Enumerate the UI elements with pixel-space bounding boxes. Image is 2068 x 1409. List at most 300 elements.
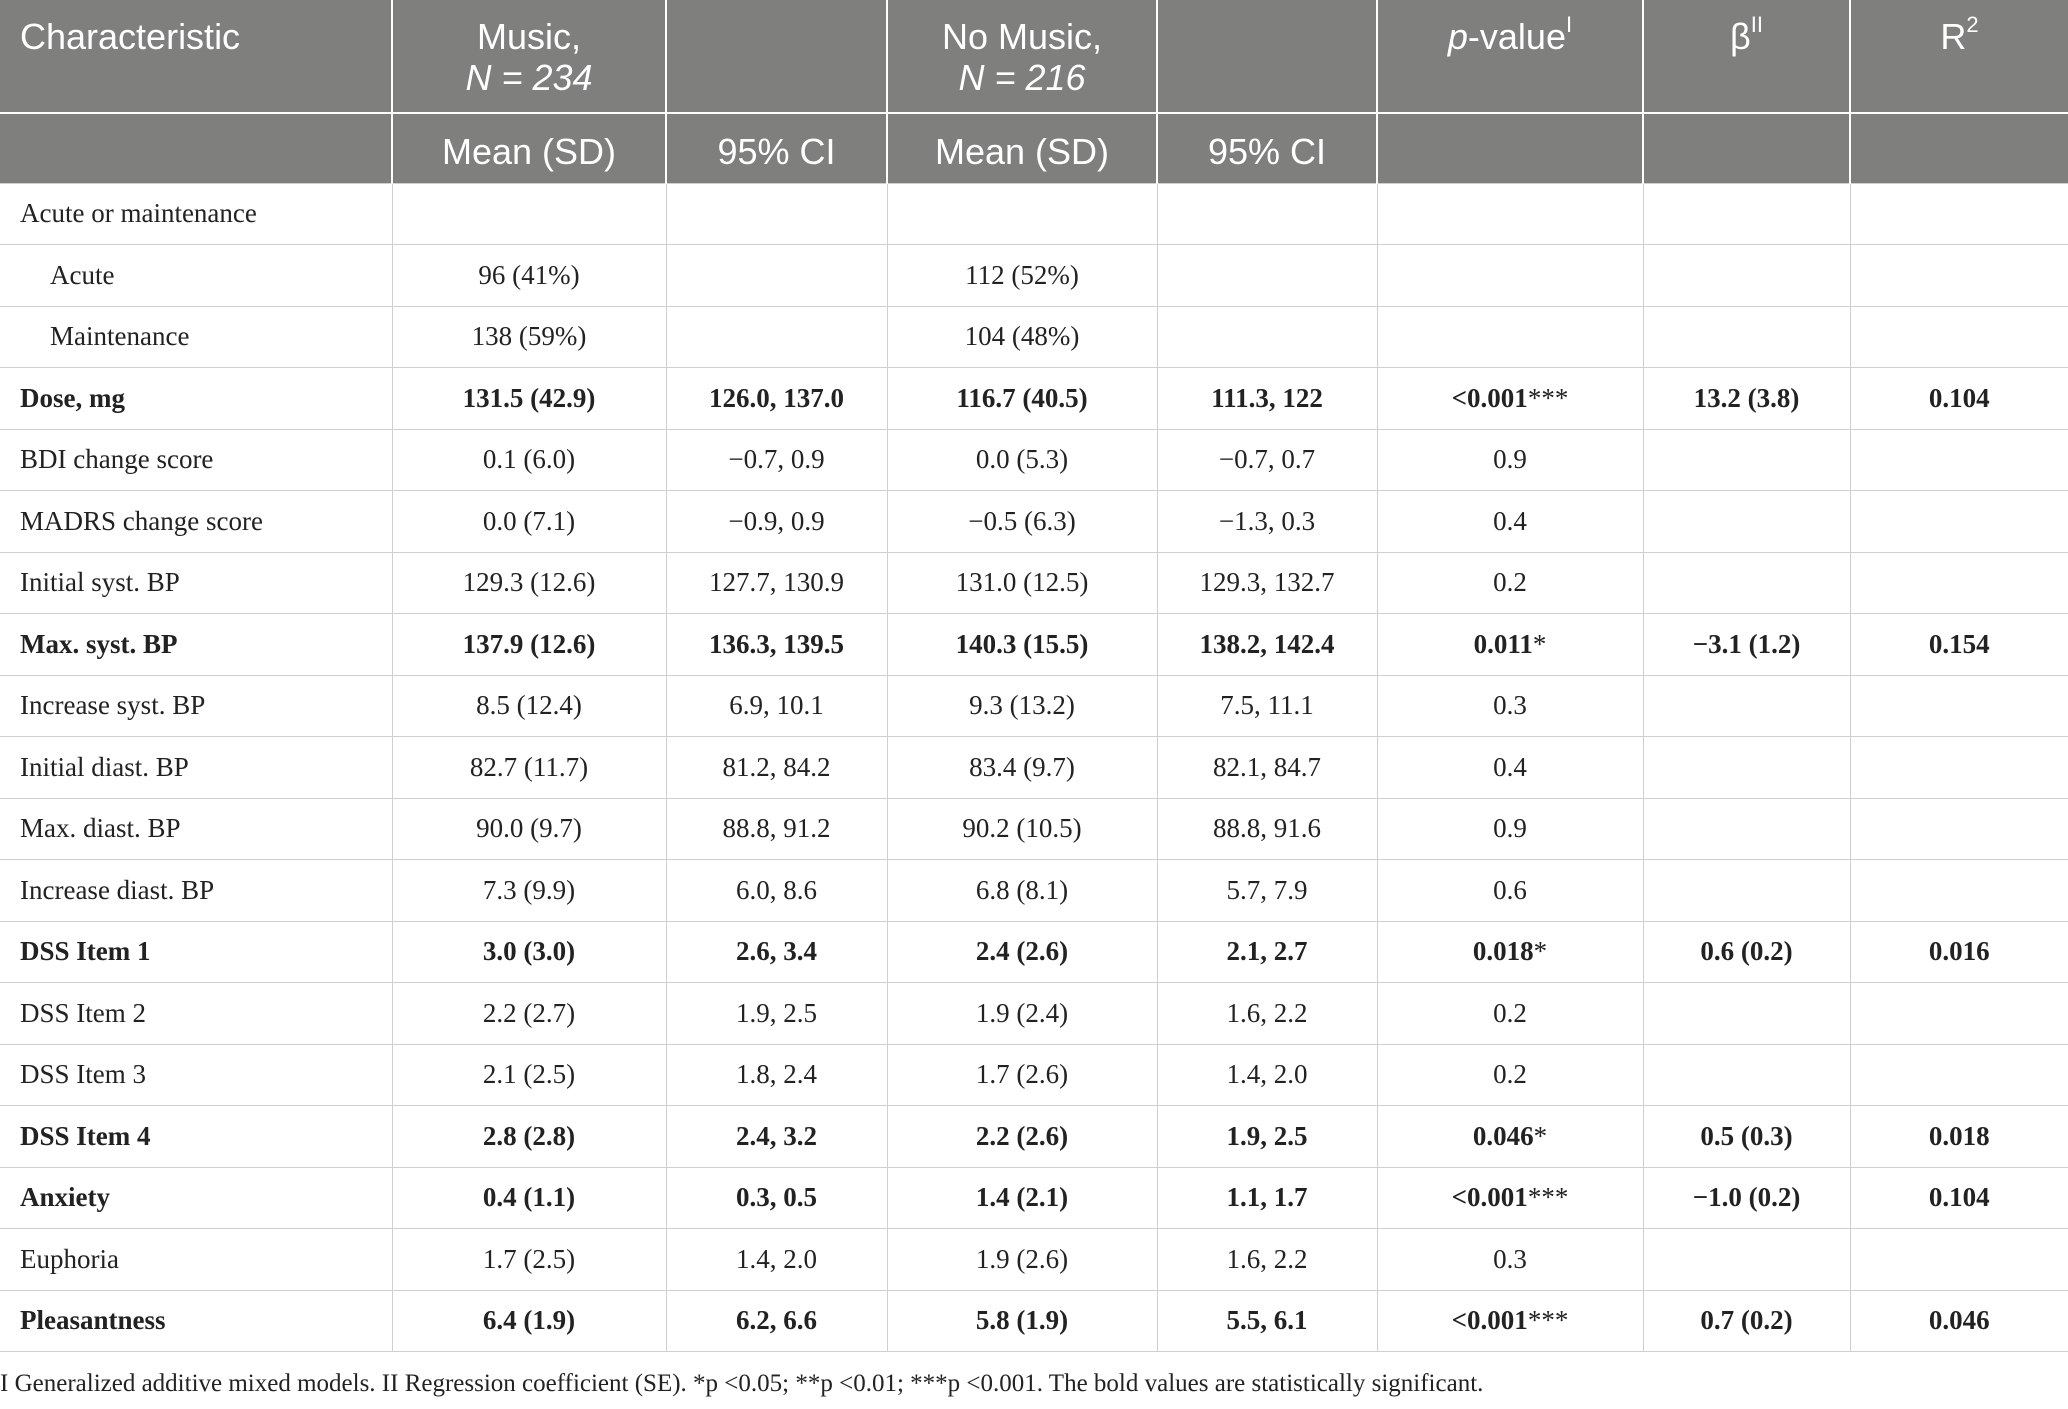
row-label <box>0 491 392 553</box>
music-mean-sd <box>392 798 666 860</box>
music-ci <box>666 491 887 553</box>
nomusic-mean-sd-text: 1.4 (2.1) <box>975 1182 1069 1213</box>
nomusic-mean-sd <box>887 737 1157 799</box>
beta <box>1643 552 1850 614</box>
nomusic-mean-sd-text: 0.0 (5.3) <box>975 444 1069 475</box>
music-ci <box>666 614 887 676</box>
music-ci-text: 1.4, 2.0 <box>736 1243 817 1274</box>
music-mean-sd <box>392 306 666 368</box>
music-ci-text: 136.3, 139.5 <box>709 628 844 659</box>
significance-stars: *** <box>1527 1305 1569 1336</box>
nomusic-mean-sd <box>887 675 1157 737</box>
p-value-text: 0.011 <box>1473 628 1533 659</box>
row-label <box>0 921 392 983</box>
p-value <box>1377 675 1643 737</box>
nomusic-mean-sd <box>887 306 1157 368</box>
nomusic-mean-sd <box>887 1106 1157 1168</box>
table-row <box>0 1044 2068 1106</box>
nomusic-ci <box>1157 675 1377 737</box>
row-label-text: Increase syst. BP <box>20 690 206 721</box>
r-squared-text: 0.104 <box>1928 382 1990 413</box>
row-label <box>0 429 392 491</box>
table-row <box>0 1106 2068 1168</box>
nomusic-mean-sd-text: 1.7 (2.6) <box>975 1059 1069 1090</box>
p-value-text: 0.2 <box>1493 1059 1527 1090</box>
music-mean-sd-text: 0.4 (1.1) <box>482 1182 576 1213</box>
music-ci-text: 1.8, 2.4 <box>736 1059 817 1090</box>
p-value-text: <0.001 <box>1451 1182 1528 1213</box>
p-value <box>1377 860 1643 922</box>
music-ci-text: −0.9, 0.9 <box>728 505 825 536</box>
beta <box>1643 1229 1850 1291</box>
p-value <box>1377 491 1643 553</box>
header-nomusic <box>887 0 1157 113</box>
header-music-ci: 95% CI <box>666 113 887 183</box>
nomusic-ci <box>1157 368 1377 430</box>
nomusic-ci <box>1157 1106 1377 1168</box>
nomusic-mean-sd <box>887 983 1157 1045</box>
p-value <box>1377 1167 1643 1229</box>
nomusic-ci <box>1157 306 1377 368</box>
music-ci <box>666 860 887 922</box>
significance-stars: *** <box>1527 382 1569 413</box>
beta <box>1643 921 1850 983</box>
music-mean-sd <box>392 368 666 430</box>
nomusic-ci <box>1157 1167 1377 1229</box>
p-value <box>1377 183 1643 245</box>
music-ci <box>666 798 887 860</box>
p-value-text: 0.9 <box>1493 813 1527 844</box>
header-empty-2 <box>1157 0 1377 113</box>
r-squared-text: 0.018 <box>1928 1120 1990 1151</box>
row-label <box>0 245 392 307</box>
header-r2-symbol: R <box>1940 16 1967 57</box>
table-row <box>0 860 2068 922</box>
music-ci-text: 2.6, 3.4 <box>736 936 817 967</box>
nomusic-mean-sd <box>887 183 1157 245</box>
music-mean-sd <box>392 614 666 676</box>
music-mean-sd-text: 2.8 (2.8) <box>482 1120 576 1151</box>
music-ci <box>666 1044 887 1106</box>
nomusic-ci-text: −0.7, 0.7 <box>1218 444 1316 475</box>
nomusic-mean-sd-text: 83.4 (9.7) <box>969 751 1075 782</box>
p-value-text: 0.4 <box>1493 505 1527 536</box>
music-mean-sd-text: 3.0 (3.0) <box>482 936 576 967</box>
music-mean-sd <box>392 1229 666 1291</box>
p-value <box>1377 1290 1643 1352</box>
table-row <box>0 1229 2068 1291</box>
nomusic-mean-sd <box>887 1290 1157 1352</box>
beta-text: −3.1 (1.2) <box>1692 628 1801 659</box>
nomusic-mean-sd-text: 5.8 (1.9) <box>975 1305 1069 1336</box>
music-ci <box>666 368 887 430</box>
music-mean-sd-text: 0.0 (7.1) <box>482 505 576 536</box>
nomusic-ci <box>1157 1044 1377 1106</box>
music-mean-sd <box>392 737 666 799</box>
nomusic-mean-sd <box>887 1167 1157 1229</box>
p-value <box>1377 429 1643 491</box>
table-row <box>0 1167 2068 1229</box>
nomusic-mean-sd-text: 112 (52%) <box>965 259 1079 290</box>
nomusic-ci-text: −1.3, 0.3 <box>1218 505 1316 536</box>
nomusic-ci-text: 5.7, 7.9 <box>1226 874 1308 905</box>
nomusic-mean-sd <box>887 798 1157 860</box>
header-row-groups <box>0 0 2068 113</box>
music-mean-sd-text: 137.9 (12.6) <box>462 628 596 659</box>
music-ci-text: 6.9, 10.1 <box>729 690 824 721</box>
header-blank-beta <box>1643 113 1850 183</box>
header-beta-sup: II <box>1750 12 1763 37</box>
nomusic-mean-sd <box>887 614 1157 676</box>
music-ci-text: 0.3, 0.5 <box>736 1182 817 1213</box>
row-label-text: Maintenance <box>50 321 190 352</box>
row-label <box>0 798 392 860</box>
nomusic-ci-text: 5.5, 6.1 <box>1226 1305 1308 1336</box>
p-value-text: 0.4 <box>1493 751 1527 782</box>
significance-stars: * <box>1533 936 1548 967</box>
nomusic-ci <box>1157 552 1377 614</box>
music-mean-sd-text: 8.5 (12.4) <box>476 690 582 721</box>
music-mean-sd-text: 82.7 (11.7) <box>469 751 589 782</box>
table-row <box>0 306 2068 368</box>
row-label-text: MADRS change score <box>20 505 263 536</box>
table-row <box>0 183 2068 245</box>
nomusic-ci-text: 82.1, 84.7 <box>1213 751 1321 782</box>
row-label-text: Anxiety <box>20 1182 110 1213</box>
music-ci-text: 88.8, 91.2 <box>722 813 831 844</box>
beta <box>1643 1106 1850 1168</box>
p-value-text: 0.3 <box>1493 1243 1527 1274</box>
music-ci <box>666 737 887 799</box>
significance-stars: *** <box>1527 1182 1569 1213</box>
nomusic-ci-text: 2.1, 2.7 <box>1226 936 1308 967</box>
beta <box>1643 675 1850 737</box>
table-row <box>0 491 2068 553</box>
music-ci <box>666 1167 887 1229</box>
nomusic-ci-text: 1.1, 1.7 <box>1226 1182 1308 1213</box>
r-squared <box>1850 1229 2068 1291</box>
row-label <box>0 1044 392 1106</box>
music-mean-sd-text: 2.1 (2.5) <box>482 1059 576 1090</box>
music-ci-text: 6.2, 6.6 <box>736 1305 817 1336</box>
beta <box>1643 183 1850 245</box>
row-label <box>0 183 392 245</box>
row-label-text: Euphoria <box>20 1243 119 1274</box>
header-r2-sup: 2 <box>1966 12 1979 37</box>
r-squared-text: 0.154 <box>1928 628 1990 659</box>
row-label-text: Pleasantness <box>20 1305 166 1336</box>
table-footnote: I Generalized additive mixed models. II Regression coefficient (SE). *p <0.05; **p <0.01; ***p <0.001. The bold values are statistically significant. <box>0 1370 1484 1397</box>
header-row-stats <box>0 113 2068 183</box>
p-value-text: 0.2 <box>1493 567 1527 598</box>
row-label-text: DSS Item 4 <box>20 1120 151 1151</box>
nomusic-ci-text: 88.8, 91.6 <box>1213 813 1321 844</box>
p-value <box>1377 552 1643 614</box>
header-pvalue-p: p <box>1447 16 1468 57</box>
nomusic-ci <box>1157 1229 1377 1291</box>
music-mean-sd <box>392 429 666 491</box>
music-mean-sd-text: 138 (59%) <box>471 321 587 352</box>
beta <box>1643 245 1850 307</box>
r-squared <box>1850 368 2068 430</box>
music-ci-text: 81.2, 84.2 <box>722 751 831 782</box>
music-mean-sd-text: 7.3 (9.9) <box>482 874 576 905</box>
table-row <box>0 552 2068 614</box>
r-squared <box>1850 306 2068 368</box>
header-music <box>392 0 666 113</box>
row-label-text: DSS Item 1 <box>20 936 151 967</box>
beta-text: −1.0 (0.2) <box>1692 1182 1801 1213</box>
table-row <box>0 368 2068 430</box>
nomusic-ci <box>1157 798 1377 860</box>
row-label-text: Acute <box>50 259 115 290</box>
r-squared <box>1850 183 2068 245</box>
nomusic-ci <box>1157 614 1377 676</box>
row-label <box>0 552 392 614</box>
beta <box>1643 860 1850 922</box>
nomusic-mean-sd <box>887 860 1157 922</box>
header-nomusic-mean-sd: Mean (SD) <box>887 113 1157 183</box>
r-squared <box>1850 983 2068 1045</box>
p-value <box>1377 368 1643 430</box>
music-ci-text: −0.7, 0.9 <box>728 444 825 475</box>
r-squared <box>1850 860 2068 922</box>
p-value <box>1377 1044 1643 1106</box>
music-mean-sd <box>392 491 666 553</box>
table-row <box>0 983 2068 1045</box>
row-label <box>0 860 392 922</box>
r-squared-text: 0.016 <box>1928 936 1990 967</box>
row-label <box>0 1106 392 1168</box>
row-label-text: Max. syst. BP <box>20 628 178 659</box>
beta <box>1643 429 1850 491</box>
nomusic-mean-sd <box>887 1044 1157 1106</box>
nomusic-mean-sd-text: 131.0 (12.5) <box>955 567 1089 598</box>
music-mean-sd-text: 6.4 (1.9) <box>482 1305 576 1336</box>
r-squared <box>1850 675 2068 737</box>
r-squared <box>1850 798 2068 860</box>
nomusic-ci <box>1157 429 1377 491</box>
header-characteristic: Characteristic <box>0 0 392 113</box>
music-ci-text: 6.0, 8.6 <box>736 874 817 905</box>
table-row <box>0 429 2068 491</box>
p-value-text: 0.046 <box>1472 1120 1534 1151</box>
music-mean-sd-text: 0.1 (6.0) <box>482 444 576 475</box>
music-ci <box>666 429 887 491</box>
nomusic-mean-sd <box>887 1229 1157 1291</box>
row-label <box>0 983 392 1045</box>
nomusic-ci-text: 7.5, 11.1 <box>1220 690 1314 721</box>
p-value-text: 0.018 <box>1472 936 1534 967</box>
header-r2 <box>1850 0 2068 113</box>
nomusic-mean-sd <box>887 429 1157 491</box>
header-blank-p <box>1377 113 1643 183</box>
music-ci-text: 1.9, 2.5 <box>736 997 817 1028</box>
header-blank <box>0 113 392 183</box>
music-ci <box>666 921 887 983</box>
table-row <box>0 614 2068 676</box>
p-value-text: 0.9 <box>1493 444 1527 475</box>
p-value <box>1377 1106 1643 1168</box>
r-squared-text: 0.104 <box>1928 1182 1990 1213</box>
nomusic-mean-sd <box>887 491 1157 553</box>
r-squared <box>1850 1290 2068 1352</box>
beta-text: 0.7 (0.2) <box>1700 1305 1793 1336</box>
music-ci <box>666 306 887 368</box>
nomusic-ci <box>1157 921 1377 983</box>
nomusic-mean-sd <box>887 552 1157 614</box>
music-ci <box>666 1290 887 1352</box>
nomusic-ci <box>1157 491 1377 553</box>
nomusic-ci-text: 1.4, 2.0 <box>1226 1059 1308 1090</box>
p-value-text: 0.2 <box>1493 997 1527 1028</box>
beta <box>1643 306 1850 368</box>
beta <box>1643 1167 1850 1229</box>
music-ci <box>666 983 887 1045</box>
beta <box>1643 1044 1850 1106</box>
nomusic-ci-text: 1.6, 2.2 <box>1226 1243 1308 1274</box>
r-squared <box>1850 921 2068 983</box>
nomusic-ci <box>1157 860 1377 922</box>
r-squared <box>1850 245 2068 307</box>
music-mean-sd <box>392 675 666 737</box>
music-mean-sd <box>392 1106 666 1168</box>
significance-stars: * <box>1532 628 1547 659</box>
nomusic-mean-sd-text: 1.9 (2.6) <box>975 1243 1069 1274</box>
row-label <box>0 1290 392 1352</box>
music-mean-sd <box>392 183 666 245</box>
r-squared <box>1850 737 2068 799</box>
nomusic-ci-text: 138.2, 142.4 <box>1199 628 1335 659</box>
nomusic-ci <box>1157 983 1377 1045</box>
nomusic-mean-sd-text: 90.2 (10.5) <box>962 813 1082 844</box>
music-ci <box>666 183 887 245</box>
row-label-text: Initial diast. BP <box>20 751 189 782</box>
nomusic-mean-sd-text: 2.4 (2.6) <box>975 936 1069 967</box>
music-mean-sd <box>392 245 666 307</box>
p-value-text: <0.001 <box>1451 382 1528 413</box>
beta-text: 0.5 (0.3) <box>1700 1120 1793 1151</box>
music-mean-sd-text: 90.0 (9.7) <box>476 813 582 844</box>
p-value <box>1377 921 1643 983</box>
nomusic-ci <box>1157 737 1377 799</box>
table-row <box>0 245 2068 307</box>
header-blank-r2 <box>1850 113 2068 183</box>
significance-stars: * <box>1533 1120 1548 1151</box>
music-mean-sd <box>392 1167 666 1229</box>
row-label-text: Dose, mg <box>20 382 125 413</box>
beta <box>1643 737 1850 799</box>
row-label <box>0 737 392 799</box>
nomusic-mean-sd-text: 2.2 (2.6) <box>975 1120 1069 1151</box>
nomusic-ci <box>1157 245 1377 307</box>
nomusic-ci-text: 1.9, 2.5 <box>1226 1120 1308 1151</box>
music-mean-sd <box>392 1290 666 1352</box>
music-mean-sd-text: 2.2 (2.7) <box>482 997 576 1028</box>
p-value-text: 0.3 <box>1493 690 1527 721</box>
table-header <box>0 0 2068 183</box>
p-value <box>1377 245 1643 307</box>
p-value <box>1377 983 1643 1045</box>
row-label-text: Max. diast. BP <box>20 813 181 844</box>
music-mean-sd <box>392 921 666 983</box>
music-mean-sd-text: 131.5 (42.9) <box>462 382 596 413</box>
header-beta-symbol: β <box>1730 16 1751 57</box>
r-squared <box>1850 1044 2068 1106</box>
table-body <box>0 183 2068 1352</box>
music-ci <box>666 552 887 614</box>
r-squared <box>1850 429 2068 491</box>
beta <box>1643 491 1850 553</box>
p-value-text: <0.001 <box>1451 1305 1528 1336</box>
row-label <box>0 1229 392 1291</box>
header-pvalue-text: -value <box>1467 16 1566 57</box>
row-label-text: Initial syst. BP <box>20 567 180 598</box>
r-squared <box>1850 1167 2068 1229</box>
header-beta <box>1643 0 1850 113</box>
music-mean-sd <box>392 552 666 614</box>
table-row <box>0 921 2068 983</box>
row-label-text: DSS Item 2 <box>20 997 147 1028</box>
music-ci <box>666 675 887 737</box>
nomusic-ci-text: 129.3, 132.7 <box>1199 567 1335 598</box>
nomusic-ci <box>1157 1290 1377 1352</box>
beta <box>1643 798 1850 860</box>
row-label <box>0 675 392 737</box>
header-nomusic-ci: 95% CI <box>1157 113 1377 183</box>
row-label-text: Acute or maintenance <box>20 198 257 229</box>
nomusic-mean-sd-text: 104 (48%) <box>964 321 1080 352</box>
nomusic-mean-sd-text: 9.3 (13.2) <box>969 690 1075 721</box>
music-ci-text: 126.0, 137.0 <box>709 382 844 413</box>
nomusic-mean-sd-text: 1.9 (2.4) <box>975 997 1069 1028</box>
music-mean-sd <box>392 983 666 1045</box>
row-label <box>0 1167 392 1229</box>
table-row <box>0 1290 2068 1352</box>
r-squared <box>1850 1106 2068 1168</box>
nomusic-mean-sd <box>887 368 1157 430</box>
music-mean-sd-text: 96 (41%) <box>478 259 580 290</box>
p-value <box>1377 614 1643 676</box>
row-label-text: DSS Item 3 <box>20 1059 147 1090</box>
nomusic-ci <box>1157 183 1377 245</box>
beta <box>1643 1290 1850 1352</box>
music-ci <box>666 1106 887 1168</box>
beta <box>1643 368 1850 430</box>
music-ci-text: 2.4, 3.2 <box>736 1120 817 1151</box>
nomusic-mean-sd-text: 116.7 (40.5) <box>956 382 1088 413</box>
nomusic-ci-text: 111.3, 122 <box>1211 382 1323 413</box>
header-music-n: N = 234 <box>465 57 593 98</box>
music-ci <box>666 245 887 307</box>
row-label <box>0 306 392 368</box>
r-squared <box>1850 614 2068 676</box>
header-music-label: Music, <box>476 16 581 57</box>
music-ci-text: 127.7, 130.9 <box>709 567 844 598</box>
nomusic-ci-text: 1.6, 2.2 <box>1226 997 1308 1028</box>
header-pvalue-sup: I <box>1565 12 1573 37</box>
row-label-text: BDI change score <box>20 444 214 475</box>
header-empty-1 <box>666 0 887 113</box>
p-value <box>1377 306 1643 368</box>
nomusic-mean-sd-text: 140.3 (15.5) <box>955 628 1089 659</box>
p-value-text: 0.6 <box>1493 874 1527 905</box>
table-row <box>0 798 2068 860</box>
p-value <box>1377 1229 1643 1291</box>
row-label-text: Increase diast. BP <box>20 874 215 905</box>
table-row <box>0 675 2068 737</box>
header-music-mean-sd: Mean (SD) <box>392 113 666 183</box>
